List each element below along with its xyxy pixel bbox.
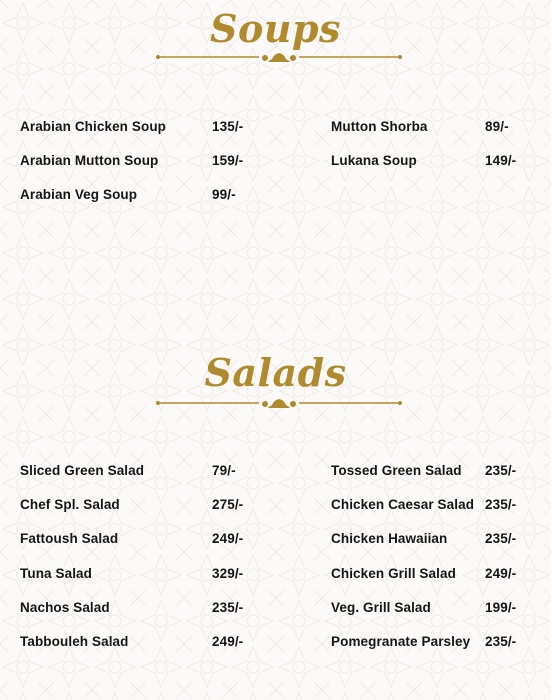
item-price: 149/- bbox=[485, 153, 517, 168]
item-price: 249/- bbox=[212, 634, 244, 649]
item-name: Chicken Caesar Salad bbox=[331, 497, 475, 512]
item-name: Fattoush Salad bbox=[20, 531, 119, 546]
item-name: Veg. Grill Salad bbox=[331, 600, 431, 615]
item-price: 275/- bbox=[212, 497, 244, 512]
item-price: 235/- bbox=[485, 497, 517, 512]
item-price: 329/- bbox=[212, 566, 244, 581]
item-price: 135/- bbox=[212, 119, 244, 134]
lotus-ornament-icon bbox=[155, 397, 403, 411]
item-name: Arabian Veg Soup bbox=[20, 187, 138, 202]
item-name: Chef Spl. Salad bbox=[20, 497, 120, 512]
item-name: Arabian Mutton Soup bbox=[20, 153, 159, 168]
item-price: 249/- bbox=[212, 531, 244, 546]
section-title: Salads bbox=[204, 350, 347, 395]
item-name: Chicken Grill Salad bbox=[331, 566, 456, 581]
item-name: Tossed Green Salad bbox=[331, 463, 462, 478]
item-price: 235/- bbox=[485, 463, 517, 478]
item-name: Chicken Hawaiian bbox=[331, 531, 448, 546]
item-name: Sliced Green Salad bbox=[20, 463, 145, 478]
lotus-ornament-icon bbox=[155, 51, 403, 65]
item-name: Lukana Soup bbox=[331, 153, 417, 168]
item-price: 89/- bbox=[485, 119, 509, 134]
item-name: Pomegranate Parsley bbox=[331, 634, 471, 649]
item-price: 235/- bbox=[485, 531, 517, 546]
item-name: Arabian Chicken Soup bbox=[20, 119, 167, 134]
item-name: Mutton Shorba bbox=[331, 119, 428, 134]
section-title: Soups bbox=[210, 6, 341, 51]
item-name: Tuna Salad bbox=[20, 566, 93, 581]
item-price: 159/- bbox=[212, 153, 244, 168]
item-price: 99/- bbox=[212, 187, 236, 202]
item-price: 235/- bbox=[485, 634, 517, 649]
item-price: 79/- bbox=[212, 463, 236, 478]
item-price: 235/- bbox=[212, 600, 244, 615]
item-price: 249/- bbox=[485, 566, 517, 581]
item-name: Tabbouleh Salad bbox=[20, 634, 129, 649]
item-name: Nachos Salad bbox=[20, 600, 110, 615]
item-price: 199/- bbox=[485, 600, 517, 615]
